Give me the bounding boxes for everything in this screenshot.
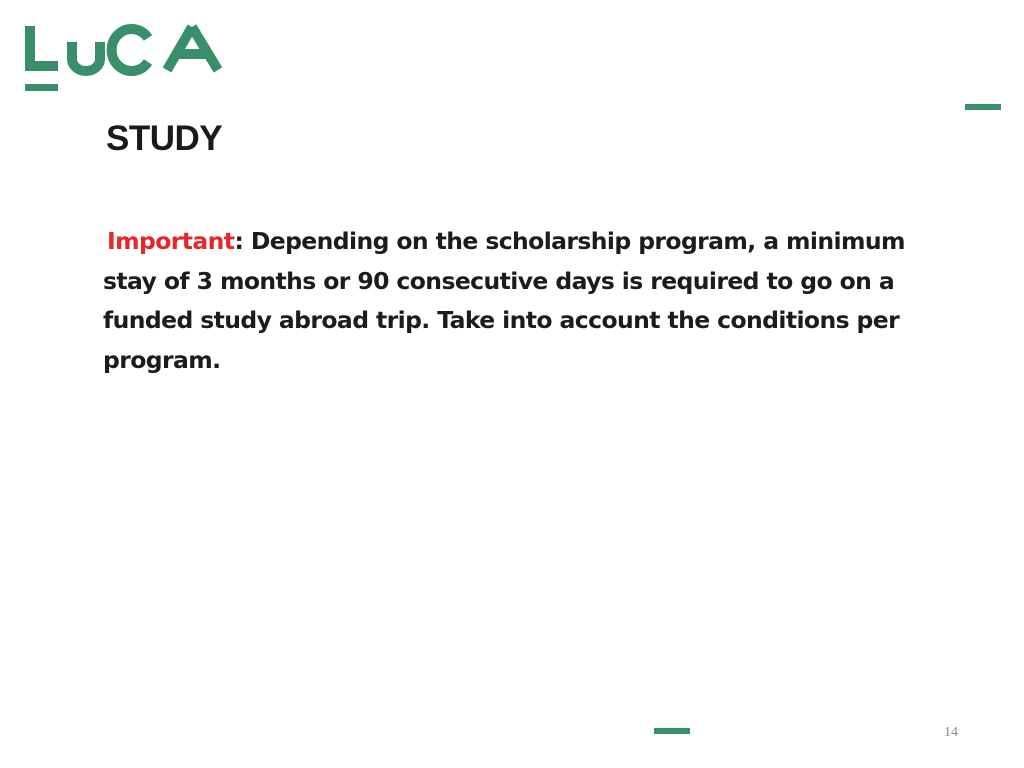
important-label: Important xyxy=(107,227,235,255)
accent-bar-bottom xyxy=(654,728,690,734)
accent-bar-top xyxy=(965,104,1001,110)
important-note xyxy=(103,222,953,380)
slide-title: STUDY xyxy=(106,119,223,158)
page-number: 14 xyxy=(944,725,958,740)
important-note-text: : Depending on the scholarship program, a minimum stay of 3 months or 90 consecutive days is required to go on a funded study abroad trip. Take into account the conditions per program. xyxy=(103,227,905,374)
luca-logo xyxy=(22,18,227,96)
